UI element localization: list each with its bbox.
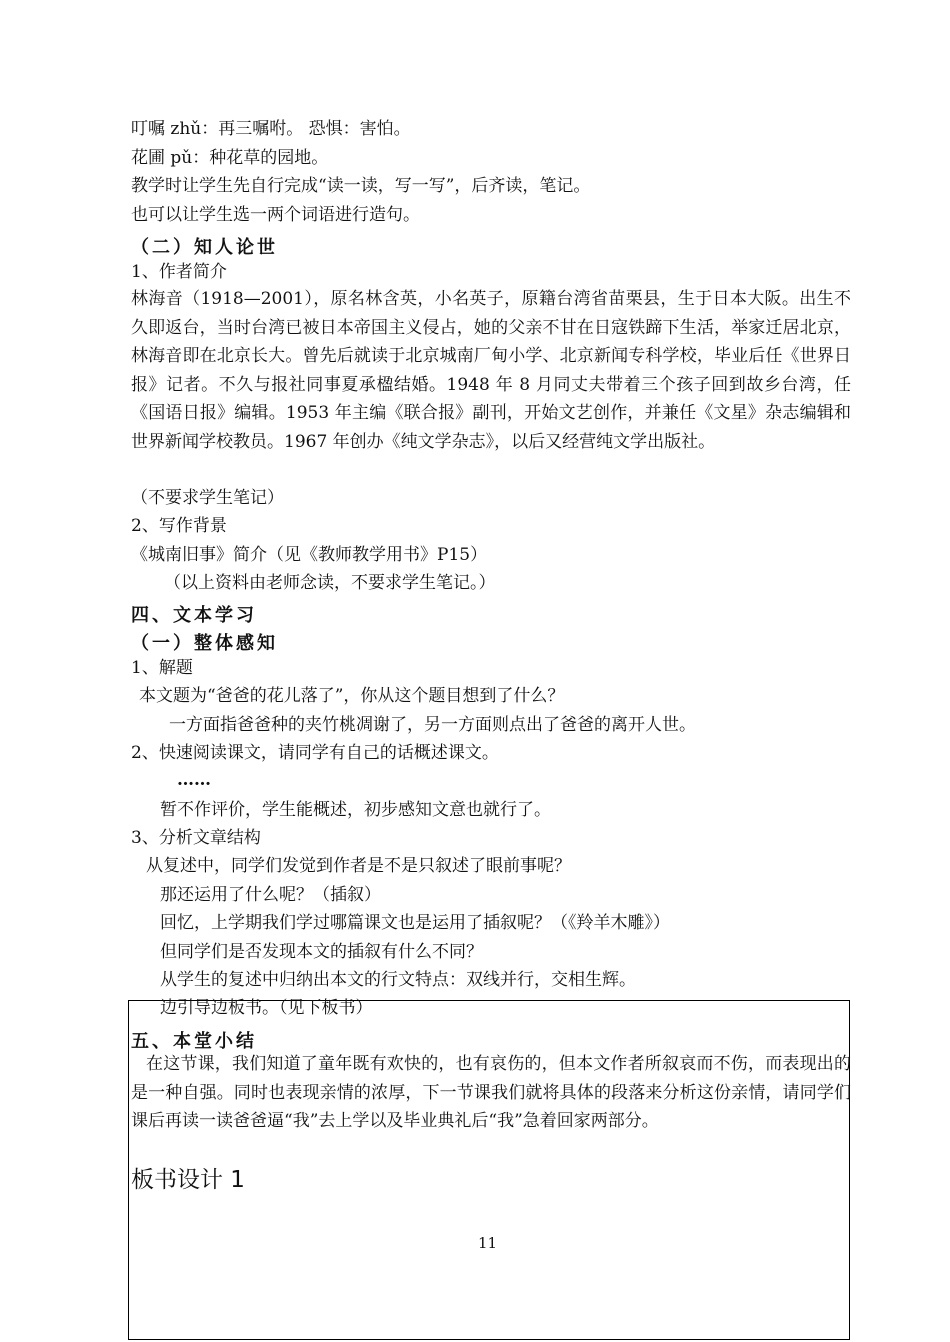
background-text: 《城南旧事》简介（见《教师教学用书》P15）	[131, 545, 488, 565]
title-analysis-label: 1、解题	[131, 658, 193, 678]
structure-question-4: 但同学们是否发现本文的插叙有什么不同？	[160, 942, 483, 962]
sentence-making-line: 也可以让学生选一两个词语进行造句。	[131, 205, 420, 225]
ellipsis: ……	[177, 770, 211, 790]
board-design-title: 板书设计 1	[131, 1167, 245, 1193]
structure-question-3: 回忆，上学期我们学过哪篇课文也是运用了插叙呢？（《羚羊木雕》）	[160, 913, 670, 933]
background-label: 2、写作背景	[131, 516, 227, 536]
vocab-line-2: 花圃 pǔ：种花草的园地。	[131, 148, 329, 168]
lesson-summary: 在这节课，我们知道了童年既有欢快的，也有哀伤的，但本文作者所叙哀而不伤，而表现出的是一种自强。同时也表现亲情的浓厚，下一节课我们就将具体的段落来分析这份亲情，请同学们课后再读一读爸爸逼“我”去上学以及毕业典礼后“我”急着回家两部分。	[131, 1054, 851, 1131]
reading-remark: （以上资料由老师念读，不要求学生笔记。）	[164, 573, 496, 593]
structure-question-2: 那还运用了什么呢？（插叙）	[160, 885, 381, 905]
no-notes-remark: （不要求学生笔记）	[131, 488, 284, 508]
title-question: 本文题为“爸爸的花儿落了”，你从这个题目想到了什么？	[139, 686, 565, 706]
quick-read-label: 2、快速阅读课文，请同学有自己的话概述课文。	[131, 743, 499, 763]
instruction-line: 教学时让学生先自行完成“读一读，写一写”，后齐读，笔记。	[131, 176, 591, 196]
quick-read-answer: 暂不作评价，学生能概述，初步感知文意也就行了。	[160, 800, 551, 820]
section-4-heading: 四、文本学习	[131, 605, 257, 626]
section-2-heading: （二）知人论世	[131, 237, 278, 258]
title-answer: 一方面指爸爸种的夹竹桃凋谢了，另一方面则点出了爸爸的离开人世。	[169, 715, 696, 735]
structure-summary: 从学生的复述中归纳出本文的行文特点：双线并行，交相生辉。	[160, 970, 636, 990]
section-5-heading: 五、本堂小结	[131, 1031, 257, 1052]
board-writing-note: 边引导边板书。（见下板书）	[160, 998, 373, 1018]
structure-question-1: 从复述中，同学们发觉到作者是不是只叙述了眼前事呢？	[146, 856, 571, 876]
author-bio: 林海音（1918—2001），原名林含英，小名英子，原籍台湾省苗栗县，生于日本大阪。出生不久即返台，当时台湾已被日本帝国主义侵占，她的父亲不甘在日寇铁蹄下生活，举家迁居北京，林海音即在北京长大。曾先后就读于北京城南厂甸小学、北京新闻专科学校，毕业后任《世界日报》记者。不久与报社同事夏承楹结婚。1948 年 8 月同丈夫带着三个孩子回到故乡台湾，任《国语日报》编辑。1953 年主编《联合报》副刊，开始文艺创作，并兼任《文星》杂志编辑和世界新闻学校教员。1967 年创办《纯文学杂志》，以后又经营纯文学出版社。	[131, 289, 851, 452]
page-number: 11	[478, 1234, 498, 1252]
author-intro-label: 1、作者简介	[131, 262, 227, 282]
structure-label: 3、分析文章结构	[131, 828, 261, 848]
vocab-line-1: 叮嘱 zhǔ：再三嘱咐。 恐惧：害怕。	[131, 119, 411, 139]
overall-perception-heading: （一）整体感知	[131, 633, 278, 654]
